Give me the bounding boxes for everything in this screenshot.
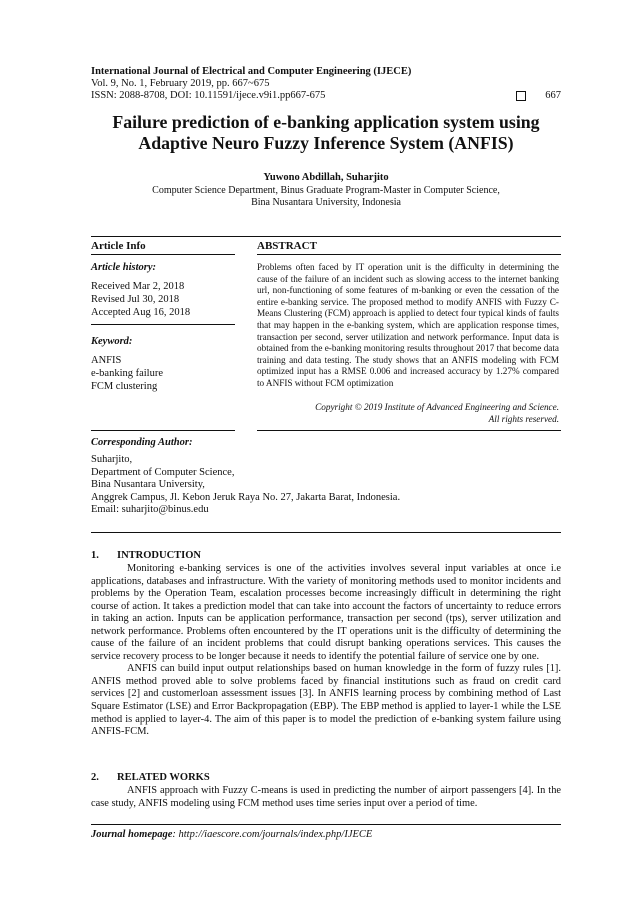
homepage-url[interactable]: : http://iaescore.com/journals/index.php/IJECE bbox=[172, 829, 373, 840]
journal-issn-line bbox=[91, 90, 561, 102]
divider bbox=[91, 532, 561, 533]
journal-issn: ISSN: 2088-8708, DOI: 10.11591/ijece.v9i1.pp667-675 bbox=[91, 90, 326, 102]
journal-homepage bbox=[91, 829, 372, 840]
section-title: RELATED WORKS bbox=[117, 772, 210, 783]
section-title: INTRODUCTION bbox=[117, 550, 202, 561]
corresponding-author-label: Corresponding Author: bbox=[91, 437, 193, 448]
keywords bbox=[91, 354, 163, 393]
keyword-item: FCM clustering bbox=[91, 381, 158, 392]
paper-authors: Yuwono Abdillah, Suharjito bbox=[263, 172, 389, 183]
journal-header bbox=[91, 66, 561, 103]
divider bbox=[91, 236, 561, 237]
paper-title: Failure prediction of e-banking application system using Adaptive Neuro Fuzzy Inference System (ANFIS) bbox=[112, 112, 540, 153]
article-history bbox=[91, 280, 190, 319]
history-item: Accepted Aug 16, 2018 bbox=[91, 307, 191, 318]
divider bbox=[257, 254, 561, 255]
section-number: 1. bbox=[91, 550, 99, 561]
corresponding-line: Anggrek Campus, Jl. Kebon Jeruk Raya No. 27, Jakarta Barat, Indonesia. bbox=[91, 491, 401, 503]
section-body bbox=[91, 563, 561, 739]
corresponding-line: Bina Nusantara University, bbox=[91, 479, 205, 491]
checkbox-icon bbox=[516, 91, 526, 101]
section-number: 2. bbox=[91, 772, 99, 783]
journal-volume: Vol. 9, No. 1, February 2019, pp. 667~675 bbox=[91, 78, 270, 90]
divider bbox=[91, 430, 235, 431]
affiliation-line: Bina Nusantara University, Indonesia bbox=[251, 197, 401, 208]
homepage-label: Journal homepage bbox=[91, 829, 173, 840]
paragraph: ANFIS can build input output relationships based on human knowledge in the form of fuzzy rules [1]. ANFIS method proved able to solve problems faced by financial institutions such as fraud on credit card services [2] and customerloan assessment issues [3]. In ANFIS learning process by combining method of Last Square Estimator (LSE) and Error Backpropagation (EBP). The EBP method is applied to layer-1 while the LSE method is applied to layer-4. The aim of this paper is to model the prediction of e-banking system failure using ANFIS-FCM. bbox=[91, 663, 561, 738]
article-history-label: Article history: bbox=[91, 262, 157, 273]
divider bbox=[91, 324, 235, 325]
paragraph: ANFIS approach with Fuzzy C-means is used in predicting the number of airport passengers [4]. In the case study, ANFIS modeling using FCM method uses time series input over a period of time. bbox=[91, 785, 561, 809]
divider bbox=[257, 430, 561, 431]
history-item: Received Mar 2, 2018 bbox=[91, 281, 185, 292]
divider bbox=[91, 254, 235, 255]
divider bbox=[91, 824, 561, 825]
section-body bbox=[91, 785, 561, 810]
keyword-item: ANFIS bbox=[91, 355, 122, 366]
paragraph: Monitoring e-banking services is one of the activities involves several input variables at once i.e applications, databases and infrastructure. With the variety of monitoring methods used to monitor incidents and problems by the Operation Team, escalation processes become increasingly difficult in determining the right course of action. It takes a prediction model that can take into account the factors of uncertainty to reduce errors in taking an action. Inputs can be application performance, transaction per second (tps), server utilization and network performance. Problems often encountered by the IT operations unit is the difficulty of determining the cause of the failure of an incident problems that could disrupt banking operations services. This causes the service recovery process to be longer because it needs to identify the potential failure of service one by one. bbox=[91, 563, 561, 662]
history-item: Revised Jul 30, 2018 bbox=[91, 294, 180, 305]
paper-affiliation bbox=[91, 185, 561, 209]
article-info-heading: Article Info bbox=[91, 240, 146, 252]
keyword-item: e-banking failure bbox=[91, 368, 164, 379]
journal-name: International Journal of Electrical and Computer Engineering (IJECE) bbox=[91, 66, 412, 77]
copyright-line: All rights reserved. bbox=[488, 413, 559, 424]
page-number: 667 bbox=[545, 90, 561, 102]
section-heading bbox=[91, 772, 210, 783]
corresponding-line: Department of Computer Science, bbox=[91, 466, 235, 478]
affiliation-line: Computer Science Department, Binus Graduate Program-Master in Computer Science, bbox=[152, 185, 500, 196]
copyright-line: Copyright © 2019 Institute of Advanced Engineering and Science. bbox=[315, 402, 559, 412]
corresponding-line: Suharjito, bbox=[91, 454, 133, 465]
abstract-text: Problems often faced by IT operation unit is the difficulty in determining the cause of the failure of an incident such as slowing access to the internet banking url, non-functioning of some features of m-banking or even the cessation of the entire e-banking service. The proposed method to modify ANFIS with Fuzzy C-Means Clustering (FCM) approach is applied to detect four typical kinds of faults that may happen in the e-banking system, which are application response times, transaction per second, server utilization and network performance. Input data is obtained from the e-banking monitoring results throughout 2017 that become data training and data testing. The study shows that an ANFIS modeling with FCM optimized input has a RMSE 0.006 and increased accuracy by 1.27% compared to ANFIS without FCM optimization bbox=[257, 262, 559, 388]
corresponding-email: Email: suharjito@binus.edu bbox=[91, 504, 209, 516]
keyword-label: Keyword: bbox=[91, 336, 133, 347]
copyright bbox=[257, 402, 559, 425]
section-heading bbox=[91, 550, 201, 561]
corresponding-author bbox=[91, 454, 561, 517]
abstract-heading: ABSTRACT bbox=[257, 240, 317, 252]
